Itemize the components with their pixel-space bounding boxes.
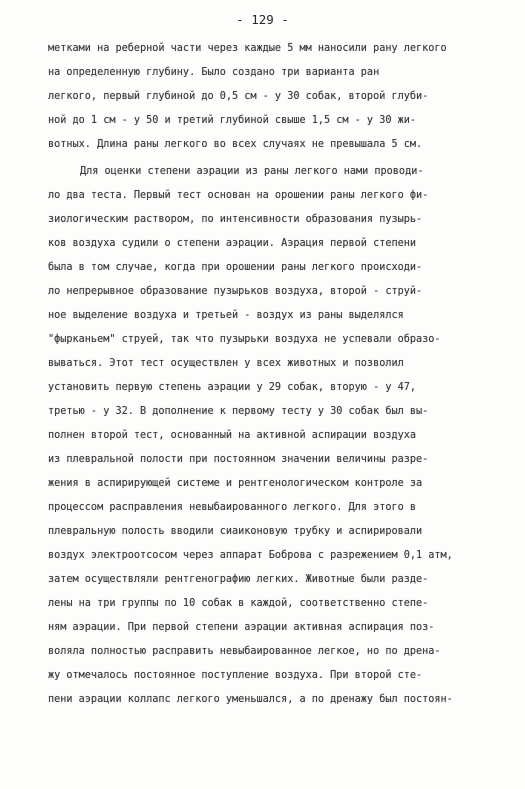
- text-line: ное выделение воздуха и третьей - воздух из раны выделялся: [48, 310, 404, 321]
- text-line: ло два теста. Первый тест основан на орошении раны легкого фи-: [48, 190, 429, 201]
- text-line: была в том случае, когда при орошении раны легкого происходи-: [48, 262, 423, 273]
- text-line: третью - у 32. В дополнение к первому тесту у 30 собак был вы-: [48, 406, 429, 417]
- text-line: вываться. Этот тест осуществлен у всех животных и позволил: [48, 358, 404, 369]
- text-line: "фырканьем" струей, так что пузырьки воздуха не успевали образо-: [48, 334, 441, 345]
- text-line: установить первую степень аэрации у 29 собак, вторую - у 47,: [48, 382, 417, 393]
- text-line: полнен второй тест, основанный на активной аспирации воздуха: [48, 430, 417, 441]
- text-line: ням аэрации. При первой степени аэрации активная аспирация поз-: [48, 622, 435, 633]
- text-line: процессом расправления невыбаированного легкого. Для этого в: [48, 502, 417, 513]
- text-line: на определенную глубину. Было создано три варианта ран: [48, 67, 380, 78]
- text-line: воляла полностью расправить невыбаированное легкое, но по дрена-: [48, 646, 441, 657]
- page-number: - 129 -: [236, 12, 289, 27]
- text-line: пени аэрации коллапс легкого уменьшался, а по дренажу был постоян-: [48, 694, 453, 705]
- text-line: легкого, первый глубиной до 0,5 см - у 30 собак, второй глуби-: [48, 91, 429, 102]
- text-line: лены на три группы по 10 собак в каждой, соответственно степе-: [48, 598, 429, 609]
- text-line: ло непрерывное образование пузырьков воздуха, второй - струй-: [48, 286, 423, 297]
- text-line: жу отмечалось постоянное поступление воздуха. При второй сте-: [48, 670, 423, 681]
- text-line: затем осуществляли рентгенографию легких. Животные были разде-: [48, 574, 429, 585]
- text-line: ков воздуха судили о степени аэрации. Аэрация первой степени: [48, 238, 417, 249]
- text-line: жения в аспирирующей системе и рентгенологическом контроле за: [48, 478, 423, 489]
- text-line: ной до 1 см - у 50 и третий глубиной свыше 1,5 см - у 30 жи-: [48, 115, 417, 126]
- text-line: метками на реберной части через каждые 5 мм наносили рану легкого: [48, 43, 447, 54]
- text-line: воздух электроотсосом через аппарат Боброва с разрежением 0,1 атм,: [48, 550, 453, 561]
- text-line: плевральную полость вводили сиаиконовую трубку и аспирировали: [48, 526, 423, 537]
- text-line: Для оценки степени аэрации из раны легкого нами проводи-: [80, 166, 424, 177]
- text-line: зиологическим раствором, по интенсивности образования пузырь-: [48, 214, 423, 225]
- text-line: из плевральной полости при постоянном значении величины разре-: [48, 454, 429, 465]
- text-line: вотных. Длина раны легкого во всех случаях не превышала 5 см.: [48, 139, 423, 150]
